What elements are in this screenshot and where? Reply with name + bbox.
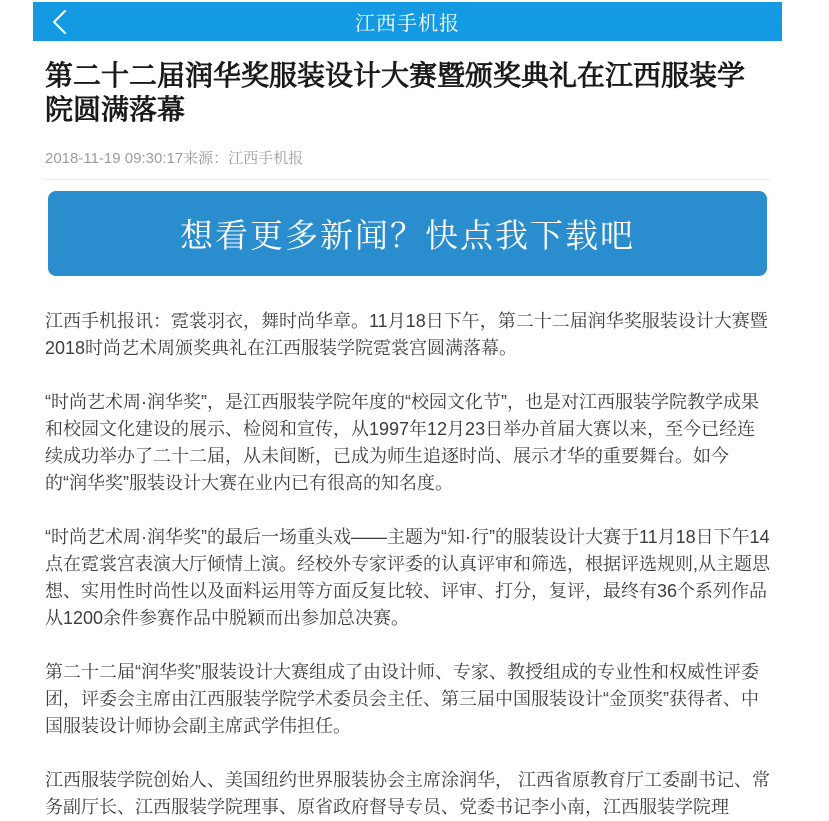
source-label: 来源： xyxy=(183,150,229,167)
chevron-left-icon xyxy=(52,9,67,35)
article-paragraph: 江西手机报讯：霓裳羽衣，舞时尚华章。11月18日下午，第二十二届润华奖服装设计大赛暨2018时尚艺术周颁奖典礼在江西服装学院霓裳宫圆满落幕。 xyxy=(45,311,768,358)
back-button[interactable] xyxy=(41,2,77,41)
article-body xyxy=(33,59,782,821)
article-paragraphs xyxy=(45,308,770,821)
article-paragraph: “时尚艺术周·润华奖”，是江西服装学院年度的“校园文化节”，也是对江西服装学院教学成果和校园文化建设的展示、检阅和宣传，从1997年12月23日举办首届大赛以来，至今已经连续成功举办了二十二届，从未间断，已成为师生追逐时尚、展示才华的重要舞台。如今的“润华奖”服装设计大赛在业内已有很高的知名度。 xyxy=(45,392,759,493)
app-title: 江西手机报 xyxy=(355,13,460,35)
download-banner-button[interactable]: 想看更多新闻？快点我下载吧 xyxy=(48,191,767,276)
source-name: 江西手机报 xyxy=(228,150,304,167)
article-title: 第二十二届润华奖服装设计大赛暨颁奖典礼在江西服装学院圆满落幕 xyxy=(45,60,746,125)
top-bar xyxy=(33,2,782,41)
article-paragraph: 第二十二届“润华奖”服装设计大赛组成了由设计师、专家、教授组成的专业性和权威性评委团，评委会主席由江西服装学院学术委员会主任、第三届中国服装设计“金顶奖”获得者、中国服装设计师协会副主席武学伟担任。 xyxy=(45,662,759,736)
divider xyxy=(45,179,770,180)
article-paragraph: “时尚艺术周·润华奖”的最后一场重头戏——主题为“知·行”的服装设计大赛于11月18日下午14点在霓裳宫表演大厅倾情上演。经校外专家评委的认真评审和筛选，根据评选规则,从主题思想、实用性时尚性以及面料运用等方面反复比较、评审、打分，复评，最终有36个系列作品从1200余件参赛作品中脱颖而出参加总决赛。 xyxy=(45,527,770,628)
article-paragraph: 江西服装学院创始人、美国纽约世界服装协会主席涂润华， 江西省原教育厅工委副书记、常务副厅长、江西服装学院理事、原省政府督导专员、党委书记李小南，江西服装学院理 xyxy=(45,770,770,817)
publish-datetime: 2018-11-19 09:30:17 xyxy=(45,150,184,167)
article-meta xyxy=(45,147,770,168)
app-window xyxy=(33,2,782,821)
